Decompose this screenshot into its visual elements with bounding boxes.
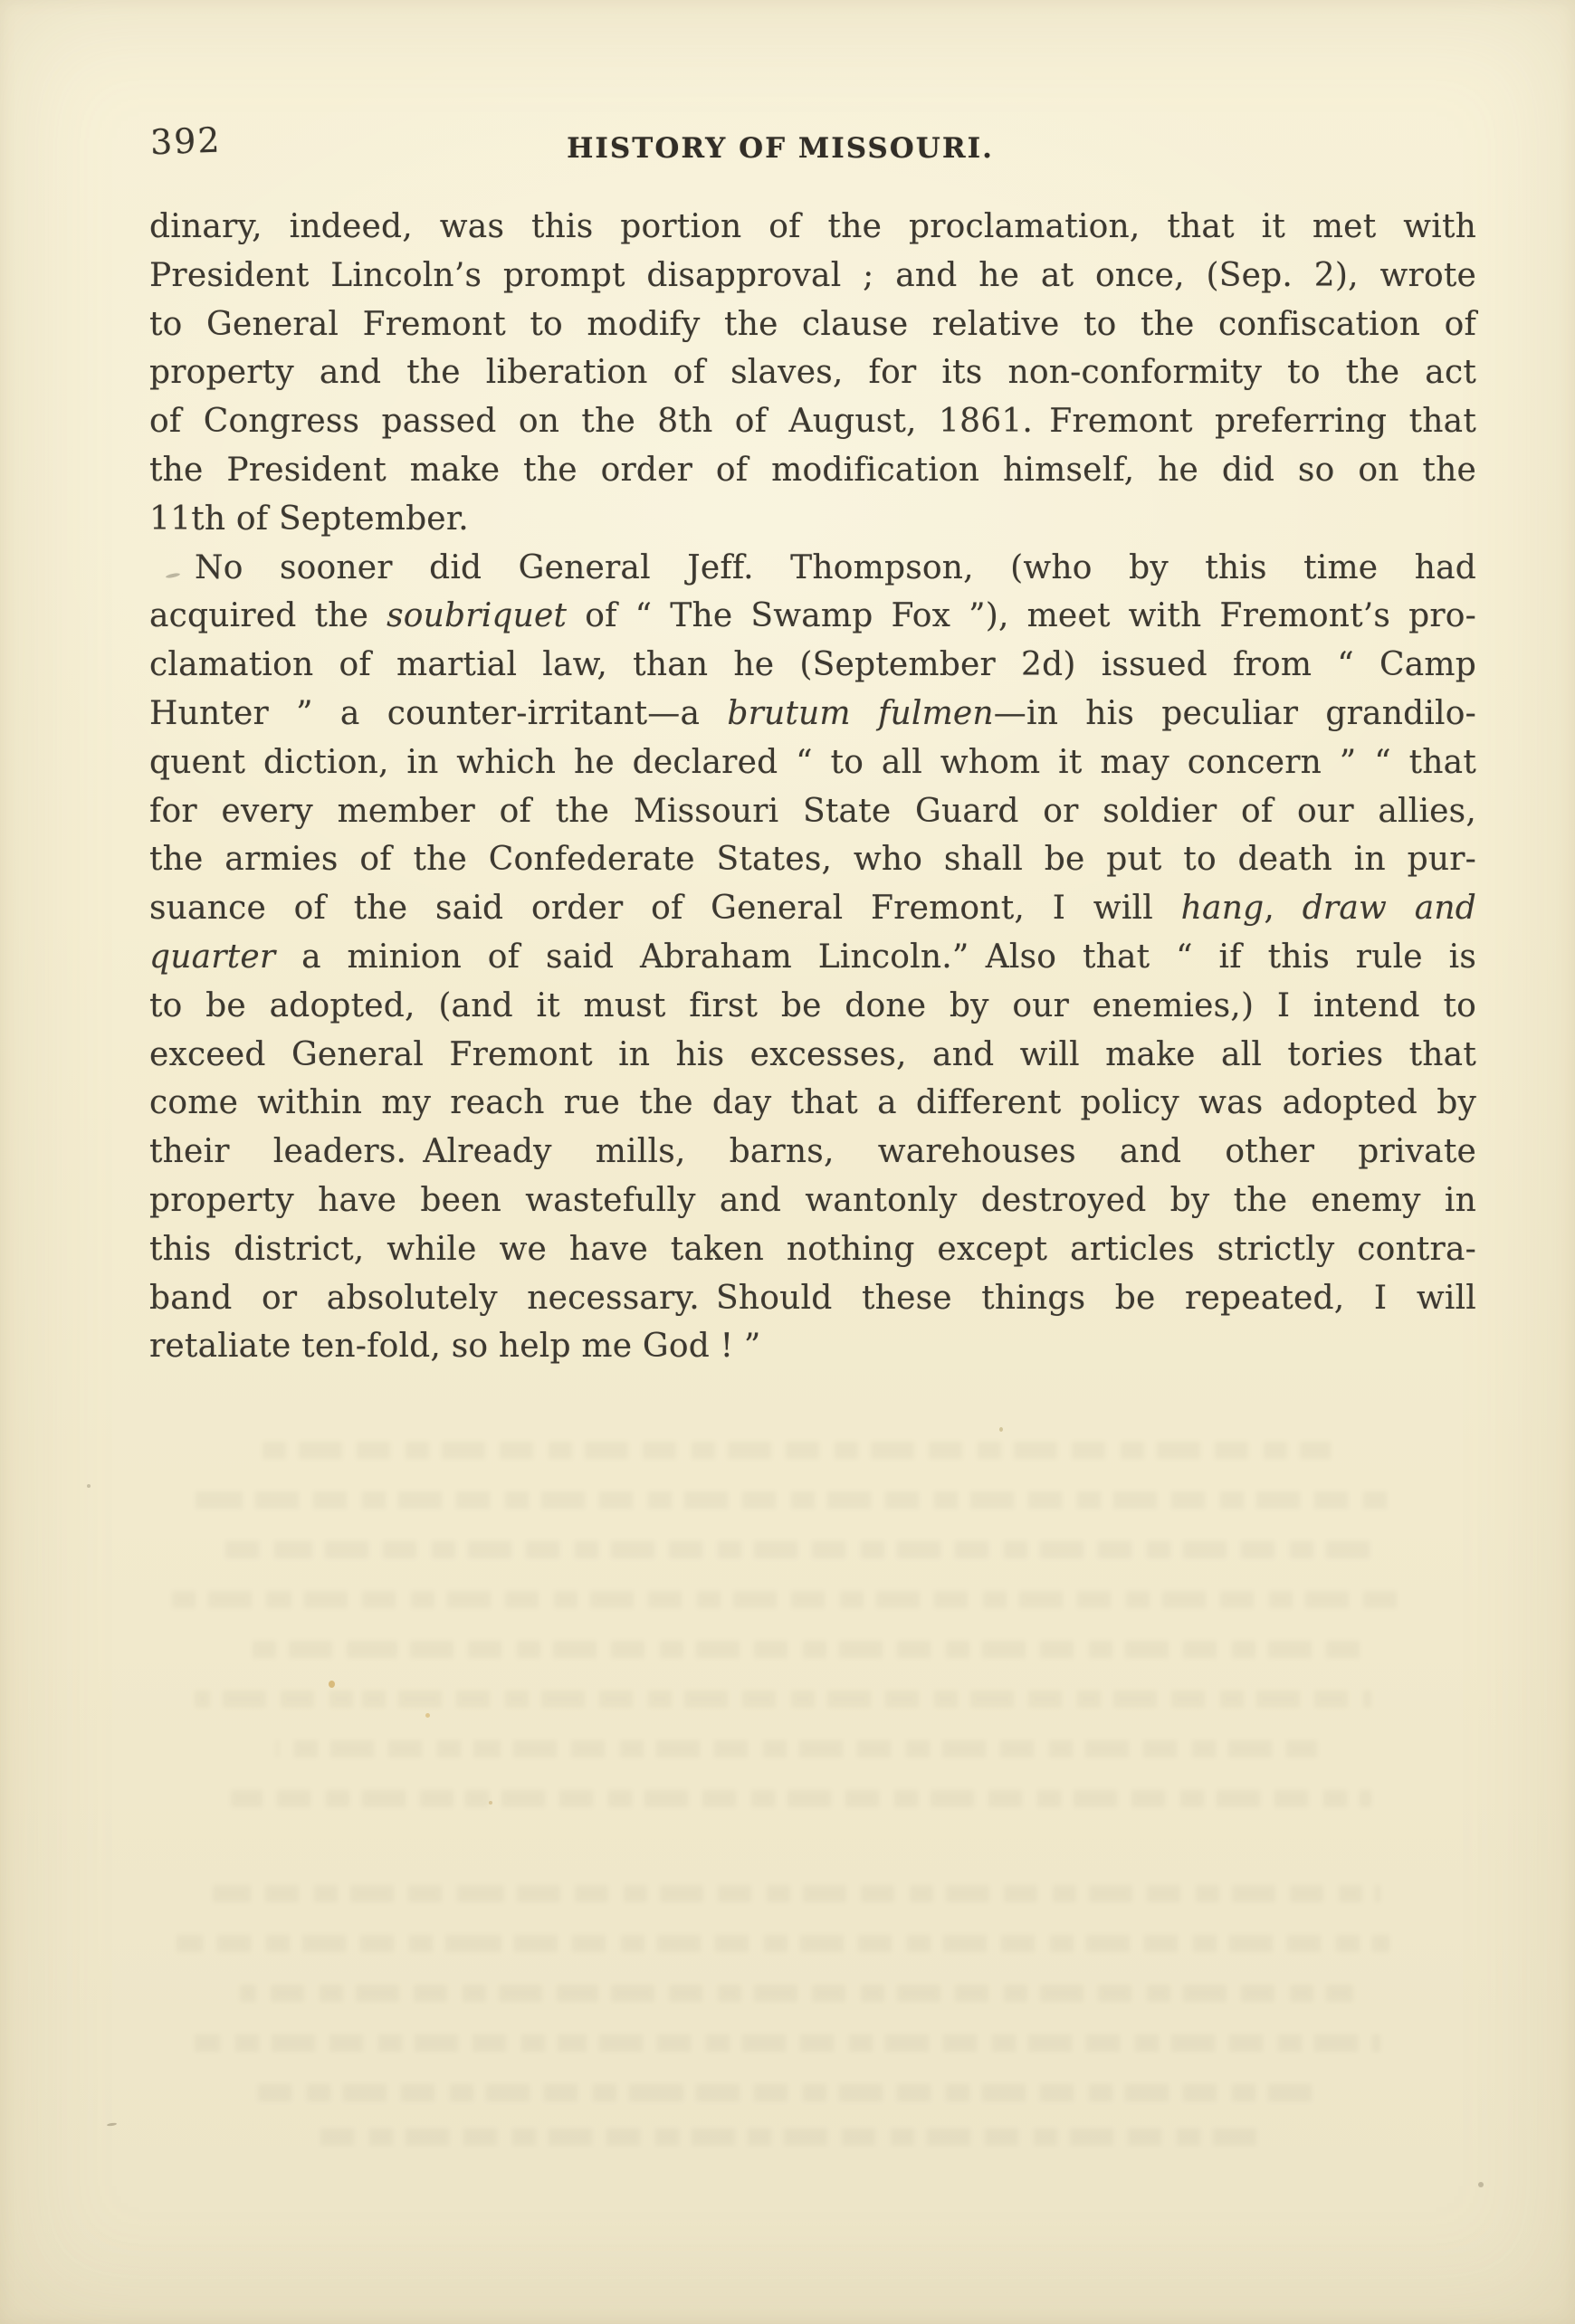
text-segment: for every member of the Missouri State Guard or soldier of our allies, — [149, 792, 1476, 830]
text-segment: the President make the order of modification himself, he did so on the — [149, 451, 1476, 489]
text-segment: No sooner did General Jeff. Thompson, (who by this time had — [195, 548, 1476, 586]
text-segment: President Lincoln’s prompt disapproval ; and he at once, (Sep. 2), wrote — [149, 256, 1476, 294]
running-title: HISTORY OF MISSOURI. — [567, 132, 994, 165]
text-segment: Hunter ” a counter-irritant—a — [149, 694, 728, 732]
text-line — [149, 690, 1476, 738]
bleed-through-ghost-line — [186, 1491, 1389, 1509]
text-segment: property and the liberation of slaves, for its non-conformity to the act — [149, 354, 1476, 392]
italic-text-segment: quarter — [149, 938, 276, 976]
paper-speck — [107, 2122, 117, 2127]
text-segment: suance of the said order of General Fremont, I will — [149, 890, 1181, 928]
bleed-through-ghost-line — [222, 1541, 1380, 1558]
paper-speck — [425, 1713, 430, 1718]
italic-text-segment: draw and — [1302, 890, 1476, 928]
page-body-text — [149, 203, 1476, 1371]
text-line — [149, 1274, 1476, 1323]
paper-speck — [87, 1484, 91, 1488]
text-line — [149, 397, 1476, 446]
text-segment: the armies of the Confederate States, who shall be put to death in pur- — [149, 841, 1476, 879]
text-line — [149, 641, 1476, 690]
text-segment: of Congress passed on the 8th of August, 1861. Fremont preferring that — [149, 403, 1476, 441]
italic-text-segment: brutum fulmen — [727, 694, 994, 732]
text-line — [149, 300, 1476, 349]
text-line — [149, 1176, 1476, 1225]
text-line — [149, 933, 1476, 982]
bleed-through-ghost-line — [262, 1442, 1331, 1459]
paper-speck — [1478, 2182, 1484, 2187]
bleed-through-ghost-line — [167, 1591, 1408, 1608]
text-segment: quent diction, in which he declared “ to all whom it may concern ” “ that — [149, 743, 1476, 781]
bleed-through-ghost-line — [195, 2034, 1380, 2052]
bleed-through-ghost-line — [276, 1740, 1317, 1757]
italic-text-segment: soubriquet — [387, 597, 568, 635]
text-segment: to General Fremont to modify the clause relative to the confiscation of — [149, 305, 1476, 343]
text-segment: property have been wastefully and wantonly destroyed by the enemy in — [149, 1181, 1476, 1219]
text-segment: 11th of September. — [149, 500, 469, 538]
text-line — [149, 1079, 1476, 1128]
text-segment: a minion of said Abraham Lincoln.” Also that “ if this rule is — [275, 938, 1476, 976]
paper-speck — [489, 1801, 492, 1805]
text-line — [149, 1031, 1476, 1080]
bleed-through-ghost-line — [240, 1985, 1353, 2002]
text-segment: this district, while we have taken nothing except articles strictly contra- — [149, 1230, 1476, 1268]
text-segment: dinary, indeed, was this portion of the proclamation, that it met with — [149, 208, 1476, 245]
text-line — [149, 544, 1476, 593]
text-line — [149, 1225, 1476, 1274]
text-segment: of “ The Swamp Fox ”), meet with Fremont’s pro- — [567, 597, 1476, 635]
text-line — [149, 446, 1476, 495]
text-line — [149, 495, 1476, 544]
text-segment: clamation of martial law, than he (September 2d) issued from “ Camp — [149, 646, 1476, 684]
text-segment: their leaders. Already mills, barns, warehouses and other private — [149, 1133, 1476, 1171]
text-line — [149, 982, 1476, 1031]
text-segment: acquired the — [149, 597, 387, 635]
text-segment: band or absolutely necessary. Should these things be repeated, I will — [149, 1279, 1476, 1317]
text-line — [149, 835, 1476, 884]
bleed-through-ghost-line — [312, 2129, 1263, 2146]
text-line — [149, 1322, 1476, 1371]
text-line — [149, 1128, 1476, 1176]
bleed-through-ghost-line — [195, 1691, 1371, 1708]
bleed-through-ghost-line — [213, 1885, 1380, 1902]
text-line — [149, 884, 1476, 933]
bleed-through-ghost-line — [240, 1641, 1362, 1658]
text-line — [149, 787, 1476, 836]
paper-speck — [329, 1681, 335, 1688]
bleed-through-ghost-line — [177, 1935, 1389, 1952]
text-segment: come within my reach rue the day that a different policy was adopted by — [149, 1084, 1476, 1122]
text-segment: —in his peculiar grandilo- — [993, 694, 1476, 732]
page-number: 392 — [149, 119, 223, 163]
paper-speck — [999, 1427, 1003, 1432]
bleed-through-ghost-line — [258, 2084, 1326, 2101]
text-line — [149, 252, 1476, 300]
text-line — [149, 738, 1476, 787]
text-segment: exceed General Fremont in his excesses, and will make all tories that — [149, 1035, 1476, 1073]
italic-text-segment: hang — [1180, 890, 1265, 928]
paragraph — [149, 544, 1476, 1372]
text-segment: retaliate ten-fold, so help me God ! ” — [149, 1328, 761, 1366]
bleed-through-ghost-line — [231, 1790, 1371, 1807]
text-line — [149, 203, 1476, 252]
text-segment: to be adopted, (and it must first be done by our enemies,) I intend to — [149, 986, 1476, 1024]
text-segment: , — [1264, 890, 1303, 928]
text-line — [149, 592, 1476, 641]
paragraph — [149, 203, 1476, 544]
running-head — [0, 121, 1575, 167]
text-line — [149, 348, 1476, 397]
